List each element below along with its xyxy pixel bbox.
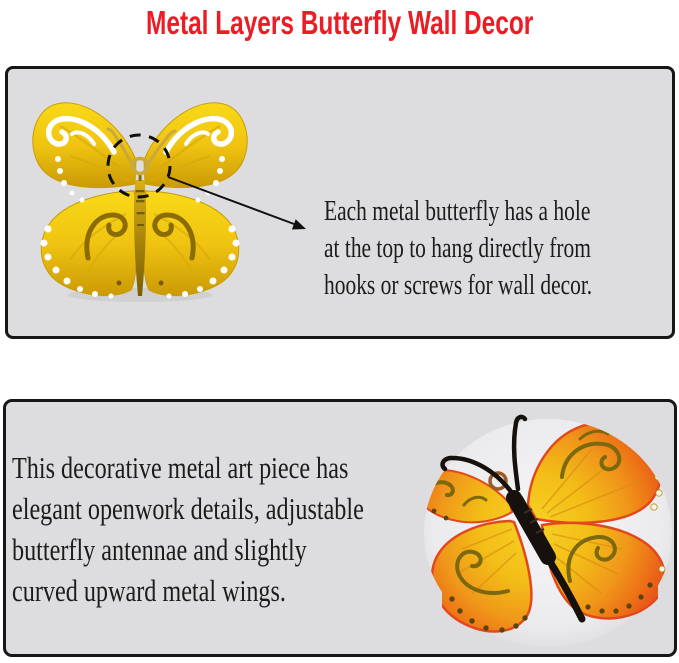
caption-line-1: This decorative metal art piece has [12,450,349,485]
butterfly-body [134,180,146,296]
description-caption [12,447,364,611]
caption-line-3: hooks or screws for wall decor. [324,269,593,301]
caption-line-4: curved upward metal wings. [12,573,286,608]
caption-line-3: butterfly antennae and slightly [12,532,307,567]
caption-line-1: Each metal butterfly has a hole [324,195,591,227]
hanging-caption [324,193,592,304]
butterfly-closeup-photo [412,409,678,659]
yellow-metal-butterfly-photo [22,92,262,307]
caption-line-2: at the top to hang directly from [324,232,591,264]
page-title-text: Metal Layers Butterfly Wall Decor [145,4,534,41]
page-title [0,0,679,48]
caption-line-2: elegant openwork details, adjustable [12,491,364,526]
